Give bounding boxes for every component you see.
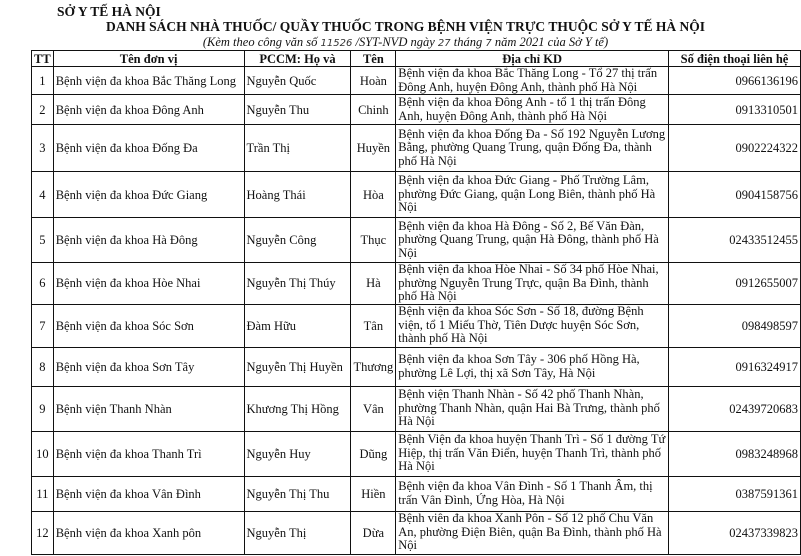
phone-number: 0983248968 — [669, 431, 801, 476]
pharmacist-surname: Nguyễn Huy — [244, 431, 351, 476]
address: Bệnh viện đa khoa Bắc Thăng Long - Tổ 27 thị trấn Đông Anh, huyện Đông Anh, thành phố Hà Nội — [396, 67, 669, 95]
phone-number: 02439720683 — [669, 386, 801, 431]
pharmacist-name: Thục — [351, 218, 396, 263]
pharmacist-surname: Nguyễn Thị Thu — [244, 476, 351, 511]
unit-name: Bệnh viện đa khoa Đống Đa — [53, 125, 244, 172]
phone-number: 0916324917 — [669, 347, 801, 386]
address: Bệnh viện Thanh Nhàn - Số 42 phố Thanh Nhàn, phường Thanh Nhàn, quận Hai Bà Trưng, thành phố Hà Nội — [396, 386, 669, 431]
address: Bệnh viện đa khoa Hòe Nhai - Số 34 phố Hòe Nhai, phường Nguyễn Trung Trực, quận Ba Đình, thành phố Hà Nội — [396, 263, 669, 305]
col-header-tt: TT — [32, 51, 54, 67]
document-title: DANH SÁCH NHÀ THUỐC/ QUẦY THUỐC TRONG BỆNH VIỆN TRỰC THUỘC SỞ Y TẾ HÀ NỘI — [106, 19, 705, 34]
table-header-row — [32, 51, 801, 67]
phone-number: 0902224322 — [669, 125, 801, 172]
col-header-phone: Số điện thoại liên hệ — [669, 51, 801, 67]
pharmacist-name: Dũng — [351, 431, 396, 476]
pharmacist-name: Dừa — [351, 511, 396, 554]
address: Bệnh viện đa khoa Đức Giang - Phố Trường Lâm, phường Đức Giang, quận Long Biên, thành phố Hà Nội — [396, 172, 669, 218]
unit-name: Bệnh viện đa khoa Sơn Tây — [53, 347, 244, 386]
table-row — [32, 95, 801, 125]
organization-name: SỞ Y TẾ HÀ NỘI — [57, 4, 161, 19]
row-number: 11 — [32, 476, 54, 511]
row-number: 2 — [32, 95, 54, 125]
row-number: 1 — [32, 67, 54, 95]
unit-name: Bệnh viện đa khoa Sóc Sơn — [53, 304, 244, 347]
row-number: 10 — [32, 431, 54, 476]
unit-name: Bệnh viện đa khoa Đông Anh — [53, 95, 244, 125]
col-header-address: Địa chỉ KD — [396, 51, 669, 67]
pharmacist-surname: Nguyễn Thị — [244, 511, 351, 554]
table-row — [32, 386, 801, 431]
col-header-unit: Tên đơn vị — [53, 51, 244, 67]
phone-number: 02437339823 — [669, 511, 801, 554]
table-row — [32, 431, 801, 476]
unit-name: Bệnh viện đa khoa Bắc Thăng Long — [53, 67, 244, 95]
address: Bệnh viện đa khoa Hà Đông - Số 2, Bế Văn Đàn, phường Quang Trung, quận Hà Đông, thành phố Hà Nội — [396, 218, 669, 263]
table-row — [32, 125, 801, 172]
row-number: 12 — [32, 511, 54, 554]
table-row — [32, 263, 801, 305]
handwritten-month: 7 — [485, 38, 492, 49]
pharmacist-name: Huyền — [351, 125, 396, 172]
phone-number: 0913310501 — [669, 95, 801, 125]
col-header-name: Tên — [351, 51, 396, 67]
phone-number: 0966136196 — [669, 67, 801, 95]
unit-name: Bệnh viện Thanh Nhàn — [53, 386, 244, 431]
subtitle-suffix: năm 2021 của Sở Y tế) — [494, 35, 609, 49]
pharmacist-name: Hà — [351, 263, 396, 305]
subtitle-prefix: (Kèm theo công văn số — [202, 35, 318, 49]
row-number: 9 — [32, 386, 54, 431]
pharmacist-surname: Đàm Hữu — [244, 304, 351, 347]
document-subtitle — [0, 35, 801, 50]
unit-name: Bệnh viện đa khoa Đức Giang — [53, 172, 244, 218]
address: Bệnh viện đa khoa Đông Anh - tổ 1 thị trấn Đông Anh, huyện Đông Anh, thành phố Hà Nội — [396, 95, 669, 125]
subtitle-month-label: tháng — [453, 35, 483, 49]
address: Bệnh viên đa khoa Xanh Pôn - Số 12 phố Chu Văn An, phường Điện Biên, quận Ba Đình, thành phố Hà Nội — [396, 511, 669, 554]
table-row — [32, 347, 801, 386]
row-number: 8 — [32, 347, 54, 386]
address: Bệnh viện đa khoa Sóc Sơn - Số 18, đường Bệnh viện, tổ 1 Miếu Thờ, Tiên Dược huyện Sóc Sơn, thành phố Hà Nội — [396, 304, 669, 347]
row-number: 4 — [32, 172, 54, 218]
pharmacist-name: Vân — [351, 386, 396, 431]
pharmacist-surname: Trần Thị — [244, 125, 351, 172]
pharmacist-surname: Nguyễn Thị Thúy — [244, 263, 351, 305]
pharmacist-surname: Nguyễn Quốc — [244, 67, 351, 95]
pharmacist-name: Hoàn — [351, 67, 396, 95]
table-row — [32, 304, 801, 347]
pharmacist-surname: Nguyễn Thị Huyền — [244, 347, 351, 386]
pharmacist-surname: Nguyễn Công — [244, 218, 351, 263]
pharmacist-name: Hiền — [351, 476, 396, 511]
row-number: 5 — [32, 218, 54, 263]
table-row — [32, 218, 801, 263]
phone-number: 0387591361 — [669, 476, 801, 511]
unit-name: Bệnh viện đa khoa Vân Đình — [53, 476, 244, 511]
pharmacist-name: Tân — [351, 304, 396, 347]
unit-name: Bệnh viện đa khoa Hòe Nhai — [53, 263, 244, 305]
phone-number: 0904158756 — [669, 172, 801, 218]
address: Bệnh viện đa khoa Đống Đa - Số 192 Nguyễn Lương Bằng, phường Quang Trung, quận Đống Đa, thành phố Hà Nội — [396, 125, 669, 172]
unit-name: Bệnh viện đa khoa Thanh Trì — [53, 431, 244, 476]
address: Bệnh viện đa khoa Vân Đình - Số 1 Thanh Âm, thị trấn Vân Đình, Ứng Hòa, Hà Nội — [396, 476, 669, 511]
unit-name: Bệnh viện đa khoa Hà Đông — [53, 218, 244, 263]
handwritten-day: 27 — [437, 38, 451, 49]
row-number: 3 — [32, 125, 54, 172]
table-row — [32, 476, 801, 511]
phone-number: 02433512455 — [669, 218, 801, 263]
pharmacist-surname: Khương Thị Hồng — [244, 386, 351, 431]
pharmacist-name: Hòa — [351, 172, 396, 218]
phone-number: 098498597 — [669, 304, 801, 347]
pharmacist-surname: Hoàng Thái — [244, 172, 351, 218]
table-row — [32, 67, 801, 95]
pharmacist-name: Chinh — [351, 95, 396, 125]
address: Bệnh Viện đa khoa huyện Thanh Trì - Số 1 đường Tứ Hiệp, thị trấn Văn Điển, huyện Thanh Trì, thành phố Hà Nội — [396, 431, 669, 476]
pharmacist-surname: Nguyễn Thu — [244, 95, 351, 125]
pharmacist-name: Thương — [351, 347, 396, 386]
phone-number: 0912655007 — [669, 263, 801, 305]
pharmacy-table — [31, 50, 801, 555]
handwritten-doc-number: 11526 — [320, 38, 353, 49]
table-row — [32, 511, 801, 554]
unit-name: Bệnh viện đa khoa Xanh pôn — [53, 511, 244, 554]
subtitle-mid: /SYT-NVD ngày — [355, 35, 435, 49]
col-header-surname: PCCM: Họ và — [244, 51, 351, 67]
row-number: 7 — [32, 304, 54, 347]
table-row — [32, 172, 801, 218]
row-number: 6 — [32, 263, 54, 305]
address: Bệnh viện đa khoa Sơn Tây - 306 phố Hồng Hà, phường Lê Lợi, thị xã Sơn Tây, Hà Nội — [396, 347, 669, 386]
